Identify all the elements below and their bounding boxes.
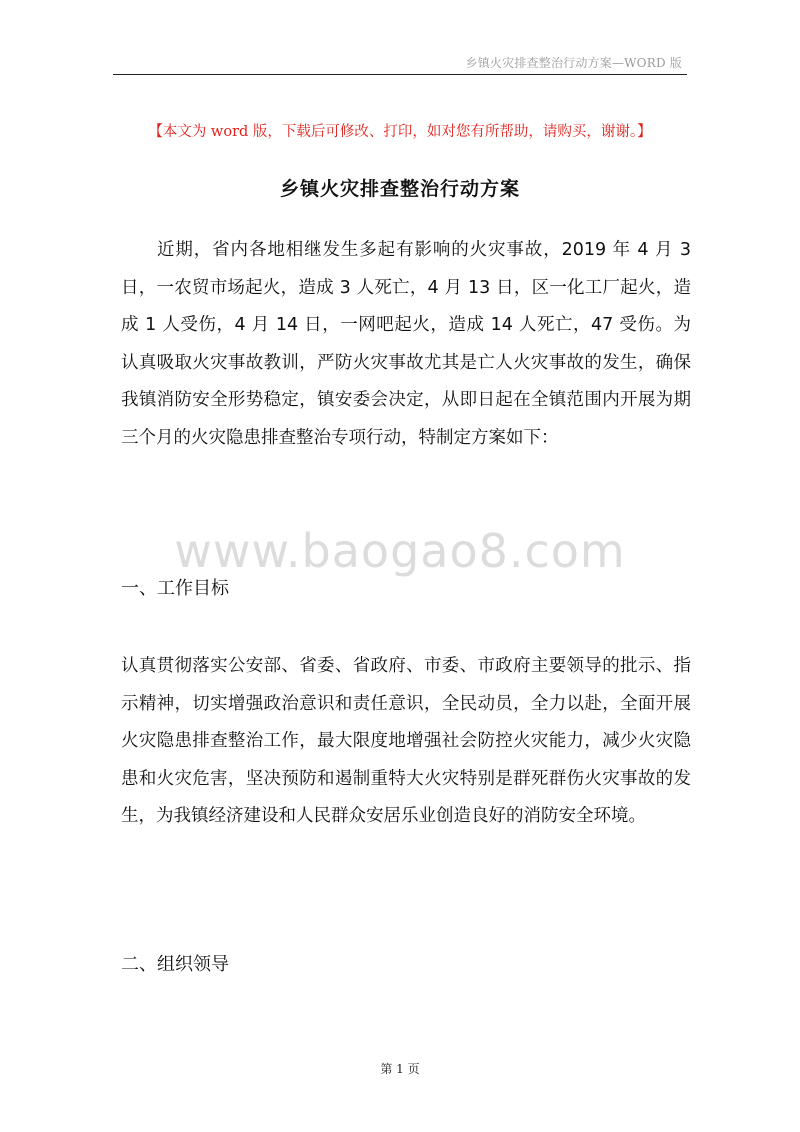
header-divider (113, 74, 687, 75)
document-title: 乡镇火灾排查整治行动方案 (279, 178, 520, 200)
running-header: 乡镇火灾排查整治行动方案—WORD 版 (465, 56, 682, 70)
page-number: 第 1 页 (380, 1062, 420, 1076)
section-heading-leadership: 二、组织领导 (121, 954, 229, 975)
intro-paragraph: 近期，省内各地相继发生多起有影响的火灾事故，2019 年 4 月 3 日，一农贸市场起火，造成 3 人死亡，4 月 13 日，区一化工厂起火，造成 1 人受伤，4 月 14 日，一网吧起火，造成 14 人死亡，47 受伤。为认真吸取火灾事故教训，严防火灾事故尤其是亡人火灾事故的发生，确保我镇消防安全形势稳定，镇安委会决定，从即日起在全镇范围内开展为期三个月的火灾隐患排查整治专项行动，特制定方案如下： (121, 240, 691, 448)
purchase-notice: 【本文为 word 版，下载后可修改、打印，如对您有所帮助，请购买，谢谢。】 (148, 124, 652, 140)
section-body-goals: 认真贯彻落实公安部、省委、省政府、市委、市政府主要领导的批示、指示精神，切实增强政治意识和责任意识，全民动员，全力以赴，全面开展火灾隐患排查整治工作，最大限度地增强社会防控火灾能力，减少火灾隐患和火灾危害，坚决预防和遏制重特大火灾特别是群死群伤火灾事故的发生，为我镇经济建设和人民群众安居乐业创造良好的消防安全环境。 (121, 656, 691, 826)
section-heading-goals: 一、工作目标 (121, 578, 229, 599)
watermark: www.baogao8.com (174, 524, 626, 578)
